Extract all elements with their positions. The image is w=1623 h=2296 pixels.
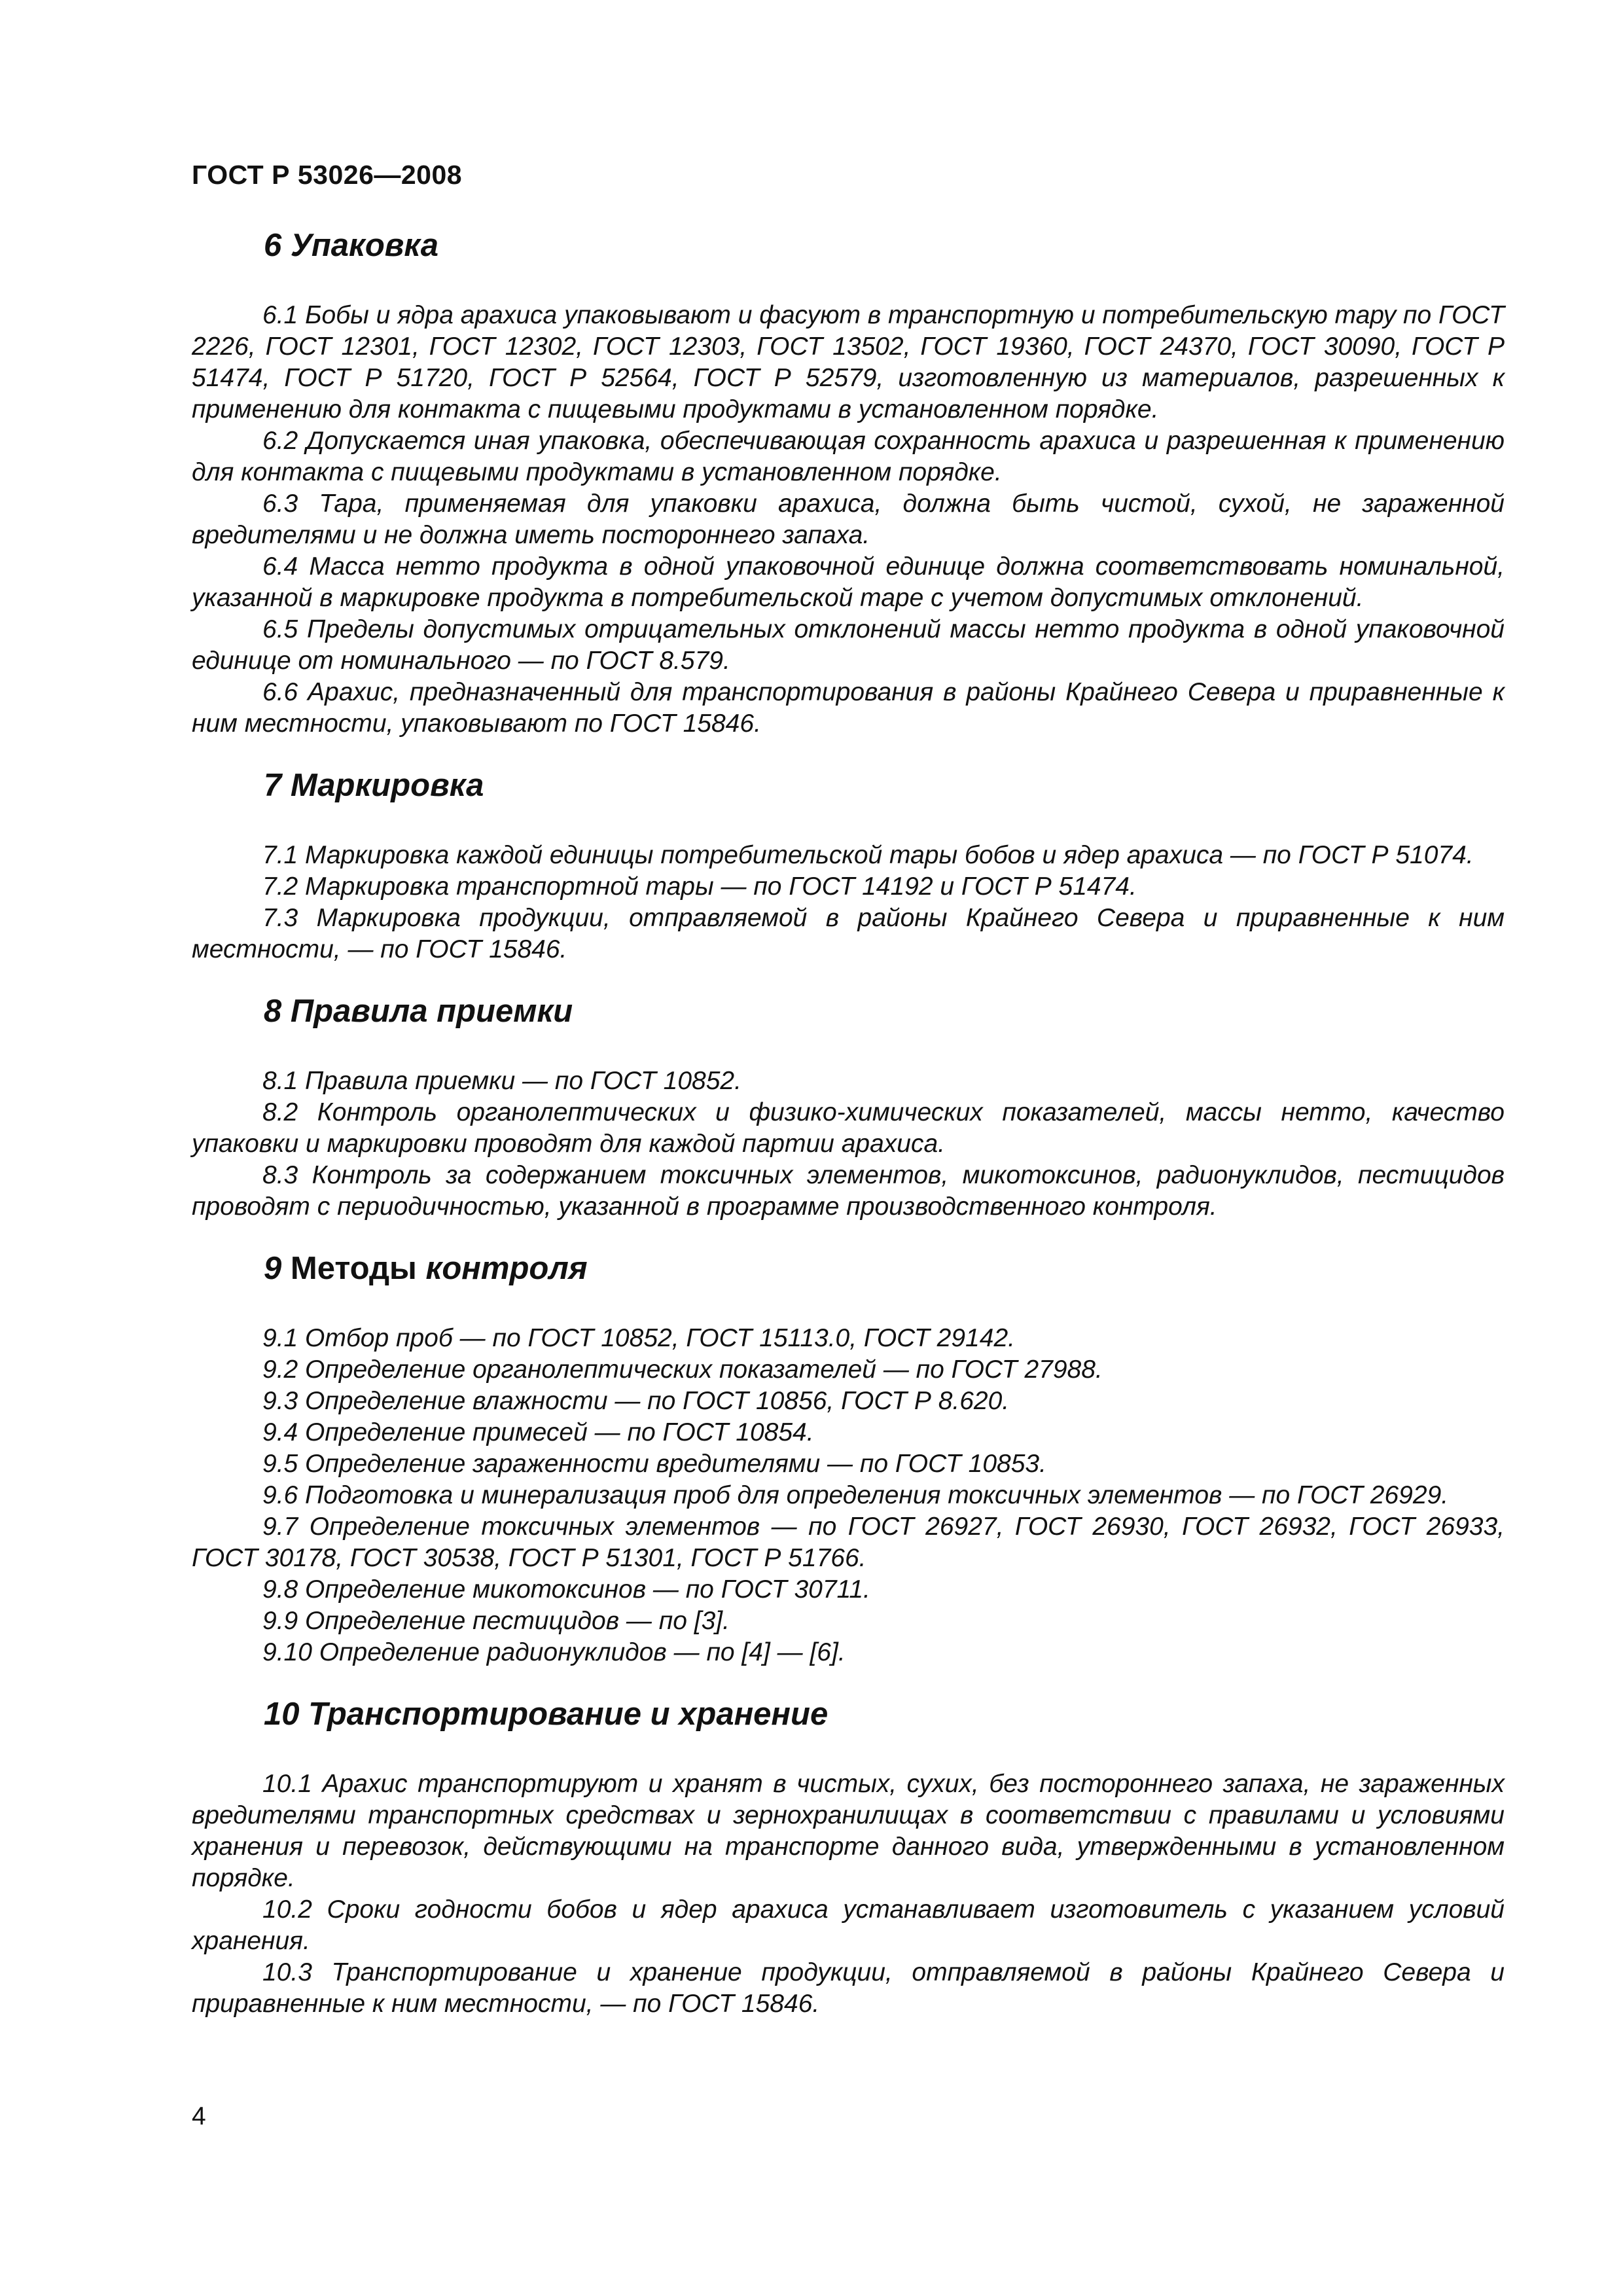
section-packaging	[192, 226, 1505, 740]
paragraph: 6.6 Арахис, предназначенный для транспортирования в районы Крайнего Севера и приравненные к ним местности, упаковывают по ГОСТ 15846.	[192, 678, 1505, 738]
document-header: ГОСТ Р 53026—2008	[192, 160, 463, 190]
section-title: 7 Маркировка	[264, 768, 484, 803]
paragraph: 6.4 Масса нетто продукта в одной упаковочной единице должна соответствовать номинальной, указанной в маркировке продукта в потребительской таре с учетом допустимых отклонений.	[192, 552, 1505, 612]
paragraph: 9.5 Определение зараженности вредителями — по ГОСТ 10853.	[262, 1450, 1046, 1478]
paragraph: 10.3 Транспортирование и хранение продукции, отправляемой в районы Крайнего Севера и приравненные к ним местности, — по ГОСТ 15846.	[192, 1958, 1505, 2018]
section-title: 10 Транспортирование и хранение	[264, 1696, 829, 1732]
paragraph: 9.1 Отбор проб — по ГОСТ 10852, ГОСТ 15113.0, ГОСТ 29142.	[262, 1324, 1015, 1352]
section-title: 6 Упаковка	[264, 228, 439, 263]
paragraph: 9.8 Определение микотоксинов — по ГОСТ 30711.	[262, 1575, 870, 1604]
paragraph: 10.2 Сроки годности бобов и ядер арахиса устанавливает изготовитель с указанием условий хранения.	[192, 1895, 1505, 1955]
paragraph: 8.2 Контроль органолептических и физико-химических показателей, массы нетто, качество упаковки и маркировки проводят для каждой партии арахиса.	[192, 1098, 1505, 1158]
paragraph: 7.2 Маркировка транспортной тары — по ГОСТ 14192 и ГОСТ Р 51474.	[262, 872, 1137, 901]
section-title-plain: Методы	[290, 1251, 417, 1286]
paragraph: 6.5 Пределы допустимых отрицательных отклонений массы нетто продукта в одной упаковочной единице от номинального — по ГОСТ 8.579.	[192, 615, 1505, 675]
paragraph: 7.1 Маркировка каждой единицы потребительской тары бобов и ядер арахиса — по ГОСТ Р 51074.	[262, 841, 1474, 869]
paragraph: 7.3 Маркировка продукции, отправляемой в районы Крайнего Севера и приравненные к ним местности, — по ГОСТ 15846.	[192, 904, 1505, 963]
section-acceptance-rules	[192, 992, 1505, 1223]
paragraph: 6.3 Тара, применяемая для упаковки арахиса, должна быть чистой, сухой, не зараженной вредителями и не должна иметь постороннего запаха.	[192, 490, 1505, 549]
section-title: 8 Правила приемки	[264, 994, 573, 1029]
page-number: 4	[192, 2102, 206, 2130]
paragraph: 8.3 Контроль за содержанием токсичных элементов, микотоксинов, радионуклидов, пестицидов проводят с периодичностью, указанной в программе производственного контроля.	[192, 1161, 1505, 1221]
paragraph: 9.4 Определение примесей — по ГОСТ 10854.	[262, 1418, 814, 1446]
paragraph: 6.1 Бобы и ядра арахиса упаковывают и фасуют в транспортную и потребительскую тару по ГОСТ 2226, ГОСТ 12301, ГОСТ 12302, ГОСТ 12303, ГОСТ 13502, ГОСТ 19360, ГОСТ 24370, ГОСТ 30090, ГОСТ Р 51474, ГОСТ Р 51720, ГОСТ Р 52564, ГОСТ Р 52579, изготовленную из материалов, разрешенных к применению для контакта с пищевыми продуктами в установленном порядке.	[192, 301, 1505, 423]
paragraph: 9.6 Подготовка и минерализация проб для определения токсичных элементов — по ГОСТ 26929.	[262, 1481, 1449, 1509]
section-number: 9	[264, 1251, 282, 1286]
paragraph: 9.3 Определение влажности — по ГОСТ 10856, ГОСТ Р 8.620.	[262, 1387, 1010, 1415]
paragraph: 6.2 Допускается иная упаковка, обеспечивающая сохранность арахиса и разрешенная к применению для контакта с пищевыми продуктами в установленном порядке.	[192, 427, 1505, 486]
section-marking	[192, 766, 1505, 965]
paragraph: 9.10 Определение радионуклидов — по [4] — [6].	[262, 1638, 846, 1666]
document-body	[192, 226, 1505, 2046]
section-transport-storage	[192, 1695, 1505, 2020]
paragraph: 8.1 Правила приемки — по ГОСТ 10852.	[262, 1067, 741, 1095]
section-control-methods	[192, 1249, 1505, 1668]
paragraph: 9.2 Определение органолептических показателей — по ГОСТ 27988.	[262, 1355, 1103, 1384]
section-title-italic: контроля	[425, 1251, 588, 1286]
paragraph: 9.9 Определение пестицидов — по [3].	[262, 1607, 730, 1635]
paragraph: 9.7 Определение токсичных элементов — по ГОСТ 26927, ГОСТ 26930, ГОСТ 26932, ГОСТ 26933, ГОСТ 30178, ГОСТ 30538, ГОСТ Р 51301, ГОСТ Р 51766.	[192, 1513, 1505, 1572]
section-title	[264, 1249, 1505, 1288]
paragraph: 10.1 Арахис транспортируют и хранят в чистых, сухих, без постороннего запаха, не зараженных вредителями транспортных средствах и зернохранилищах в соответствии с правилами и условиями хранения и перевозок, действующими на транспорте данного вида, утвержденными в установленном порядке.	[192, 1770, 1505, 1892]
